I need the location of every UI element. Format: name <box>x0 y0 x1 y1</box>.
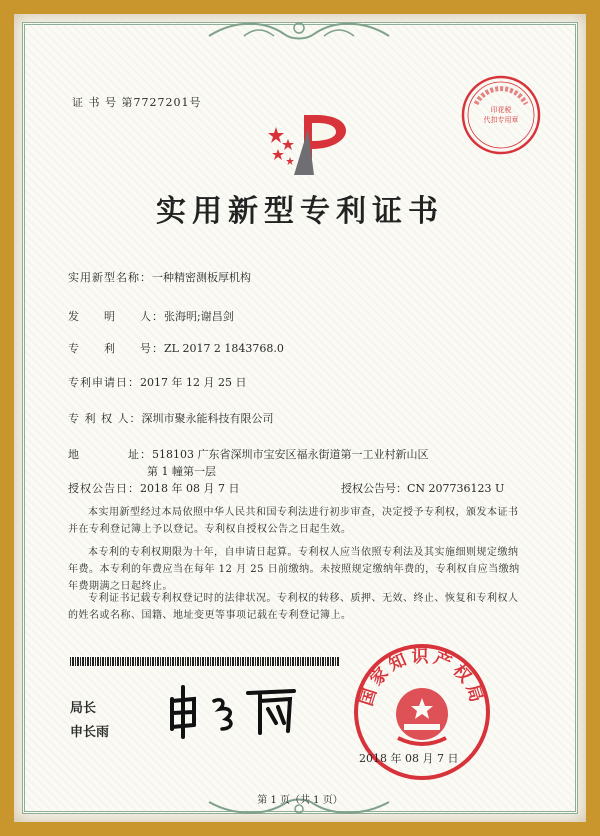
grant-date <box>68 480 239 496</box>
patentee <box>68 410 274 426</box>
page-number: 第 1 页（共 1 页） <box>257 795 343 806</box>
patentee-value: 深圳市聚永能科技有限公司 <box>141 412 274 425</box>
certificate-number: 证 书 号 第7727201号 <box>72 96 202 109</box>
handwritten-signature-icon <box>164 679 304 739</box>
paragraph-status: 专利证书记载专利权登记时的法律状况。专利权的转移、质押、无效、终止、恢复和专利权人的姓名或名称、国籍、地址变更等事项记载在专利登记簿上。 <box>68 593 519 621</box>
paragraph-term: 本专利的专利权期限为十年，自申请日起算。专利权人应当依照专利法及其实施细则规定缴纳年费。本专利的年费应当在每年 12 月 25 日前缴纳。未按照规定缴纳年费的，专利权自应当缴纳年费期满之日起终止。 <box>68 547 520 592</box>
address-value: 518103 广东省深圳市宝安区福永街道第一工业村新山区 <box>152 448 429 461</box>
application-date-value: 2017 年 12 月 25 日 <box>140 376 247 389</box>
certificate-title: 实用新型专利证书 <box>156 194 444 229</box>
patent-number-label: 专 利 号： <box>68 342 164 355</box>
address <box>68 446 429 462</box>
name-value: 一种精密测板厚机构 <box>152 271 251 284</box>
utility-model-name <box>68 269 251 285</box>
patent-number <box>68 340 284 356</box>
patent-number-value: ZL 2017 2 1843768.0 <box>164 342 284 355</box>
ornament-top-icon <box>204 18 394 44</box>
patentee-label: 专 利 权 人： <box>68 412 142 425</box>
name-label: 实用新型名称： <box>68 271 152 284</box>
publication-number-label: 授权公告号： <box>341 482 407 495</box>
publication-number-value: CN 207736123 U <box>407 482 505 495</box>
application-date <box>68 374 246 390</box>
inventor <box>68 308 234 324</box>
tax-stamp-seal-icon <box>460 74 542 156</box>
seal-date: 2018 年 08 月 7 日 <box>359 752 459 765</box>
barcode-icon <box>70 657 340 666</box>
grant-date-value: 2018 年 08 月 7 日 <box>140 482 240 495</box>
address-label: 地 址： <box>68 448 152 461</box>
publication-number <box>341 480 504 496</box>
cnipa-logo-icon <box>264 109 354 179</box>
svg-text:印花税: 印花税 <box>490 106 512 114</box>
inventor-value: 张海明;谢昌剑 <box>164 310 234 323</box>
signer-title: 局长 <box>70 701 97 716</box>
certificate-paper <box>14 14 586 822</box>
signer-name: 申长雨 <box>70 725 110 740</box>
application-date-label: 专利申请日： <box>68 376 140 389</box>
inventor-label: 发 明 人： <box>68 310 164 323</box>
paragraph-grant: 本实用新型经过本局依照中华人民共和国专利法进行初步审查，决定授予专利权，颁发本证书并在专利登记簿上予以登记。专利权自授权公告之日起生效。 <box>68 507 519 535</box>
address-value-line-2: 第 1 幢第一层 <box>147 465 216 478</box>
grant-date-label: 授权公告日： <box>68 482 140 495</box>
svg-text:代扣专用章: 代扣专用章 <box>483 116 519 124</box>
svg-text:国家知识产权局: 国家知识产权局 <box>356 647 488 709</box>
